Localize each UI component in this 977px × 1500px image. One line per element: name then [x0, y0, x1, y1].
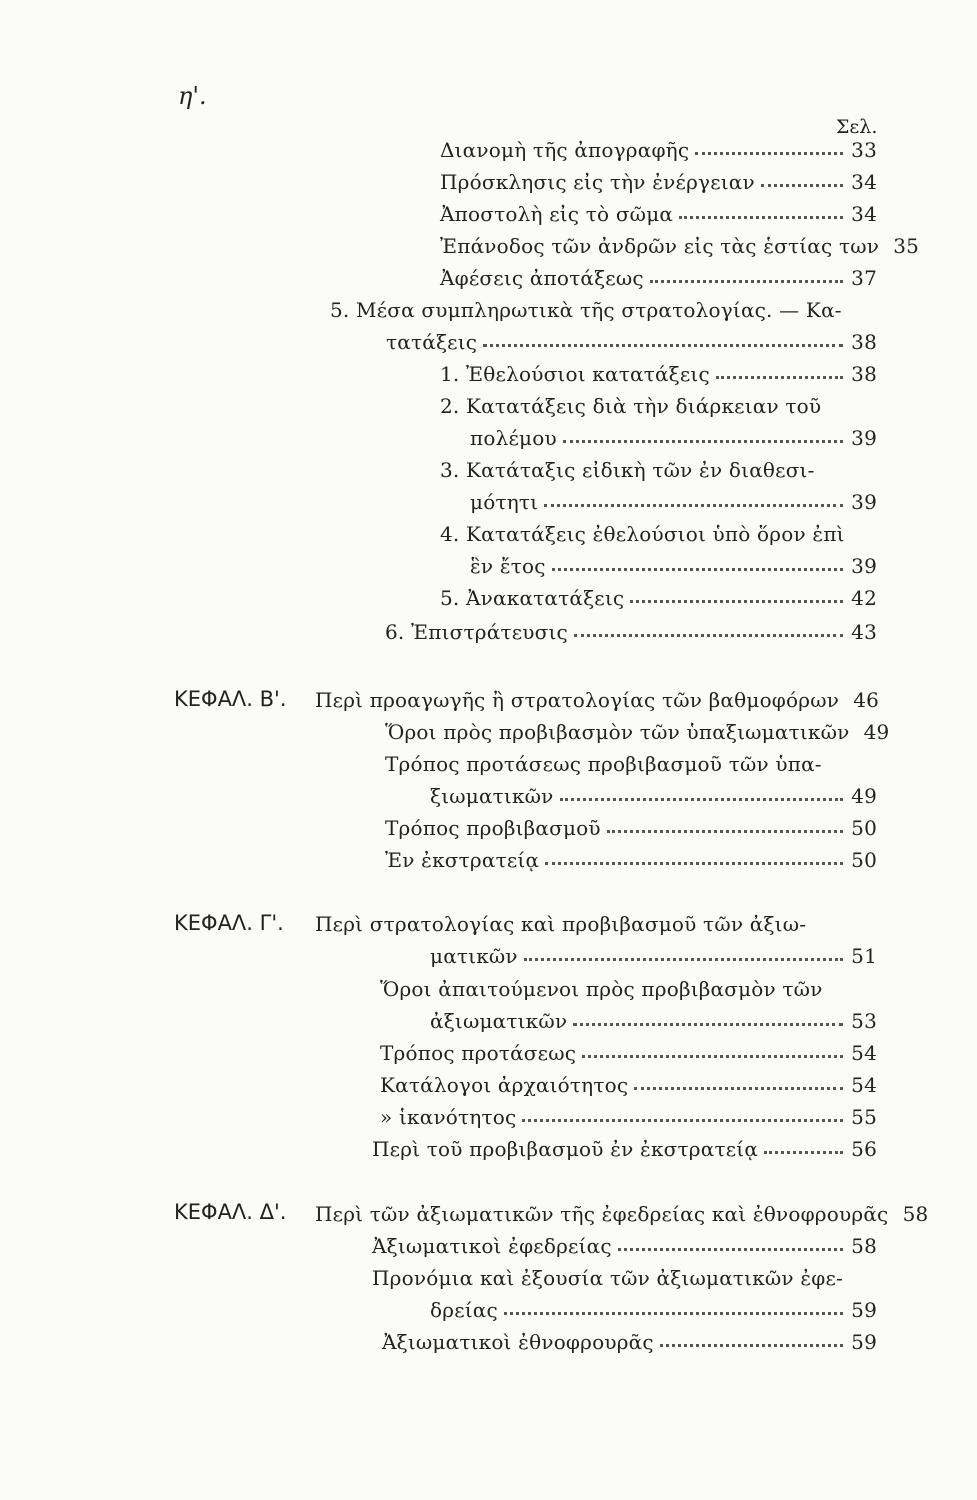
toc-entry [372, 1258, 843, 1290]
toc-entry [315, 680, 880, 712]
toc-entry-title: Ἀξιωματικοὶ ἐθνοφρουρᾶς [382, 1330, 654, 1354]
toc-entry-page: 39 [851, 490, 877, 514]
toc-entry [380, 1065, 877, 1097]
toc-entry [382, 1322, 877, 1354]
toc-entry-title: Πρόσκλησις εἰς τὴν ἐνέργειαν [440, 170, 755, 194]
dot-leader [522, 1119, 843, 1122]
dot-leader [563, 440, 843, 443]
dot-leader [545, 862, 843, 865]
toc-entry-title: Ἀποστολὴ εἰς τὸ σῶμα [440, 202, 674, 226]
toc-entry-title: τατάξεις [386, 330, 478, 354]
toc-entry-page: 49 [851, 784, 877, 808]
toc-entry [385, 744, 822, 776]
toc-entry-title: ἓν ἔτος [470, 554, 546, 578]
toc-entry-page: 43 [851, 620, 877, 644]
toc-entry [470, 482, 877, 514]
toc-entry-title: Ἐν ἐκστρατείᾳ [385, 848, 540, 872]
toc-entry-page: 46 [853, 688, 880, 712]
dot-leader [650, 280, 843, 283]
dot-leader [764, 1151, 843, 1154]
dot-leader [634, 1087, 843, 1090]
toc-entry-page: 50 [851, 848, 877, 872]
toc-entry-title: 5. Μέσα συμπληρωτικὰ τῆς στρατολογίας. — Κα- [330, 298, 842, 322]
toc-entry-title: Διανομὴ τῆς ἀπογραφῆς [440, 138, 690, 162]
toc-entry-title: Κατάλογοι ἀρχαιότητος [380, 1073, 629, 1097]
toc-entry [440, 450, 815, 482]
toc-entry-page: 42 [851, 586, 877, 610]
toc-entry-title: Προνόμια καὶ ἐξουσία τῶν ἀξιωματικῶν ἐφε- [372, 1266, 844, 1290]
dot-leader [582, 1055, 843, 1058]
toc-entry-title: Ὅροι ἀπαιτούμενοι πρὸς προβιβασμὸν τῶν [380, 977, 823, 1001]
chapter-d-label: ΚΕΦΑΛ. Δ'. [174, 1200, 287, 1224]
toc-entry [380, 1033, 877, 1065]
toc-entry [470, 418, 877, 450]
dot-leader [679, 216, 843, 219]
toc-entry-page: 35 [893, 234, 920, 258]
toc-entry-page: 53 [851, 1009, 877, 1033]
toc-entry-title: Περὶ προαγωγῆς ἢ στρατολογίας τῶν βαθμοφόρων [315, 688, 840, 712]
toc-entry [440, 578, 877, 610]
toc-entry [440, 258, 877, 290]
toc-entry [372, 1226, 877, 1258]
toc-entry-page: 58 [851, 1234, 877, 1258]
dot-leader [552, 568, 843, 571]
toc-entry-page: 54 [851, 1073, 877, 1097]
toc-entry [440, 226, 920, 258]
toc-entry [430, 1290, 877, 1322]
dot-leader [695, 152, 843, 155]
toc-entry [430, 1001, 877, 1033]
toc-entry-page: 56 [851, 1137, 877, 1161]
toc-entry [330, 290, 842, 322]
toc-entry [440, 514, 845, 546]
toc-entry-title: Τρόπος προβιβασμοῦ [385, 816, 601, 840]
toc-entry-title: ξιωματικῶν [430, 784, 554, 808]
toc-entry-page: 54 [851, 1041, 877, 1065]
toc-entry-title: ματικῶν [430, 944, 518, 968]
chapter-b-label: ΚΕΦΑΛ. Β'. [174, 687, 287, 711]
toc-entry-title: μότητι [470, 490, 539, 514]
toc-entry-page: 34 [851, 202, 877, 226]
toc-entry [440, 162, 877, 194]
toc-entry-page: 58 [902, 1202, 929, 1226]
toc-entry-title: Περὶ τῶν ἀξιωματικῶν τῆς ἐφεδρείας καὶ ἐθνοφρουρᾶς [315, 1202, 889, 1226]
toc-entry [385, 712, 890, 744]
toc-entry-title: 5. Ἀνακατατάξεις [440, 586, 625, 610]
dot-leader [524, 958, 843, 961]
dot-leader [630, 600, 843, 603]
dot-leader [618, 1248, 843, 1251]
toc-entry [440, 130, 877, 162]
toc-entry [430, 776, 877, 808]
toc-entry-page: 51 [851, 944, 877, 968]
toc-entry [380, 1097, 877, 1129]
toc-entry [385, 612, 877, 644]
toc-entry [386, 322, 877, 354]
dot-leader [504, 1312, 843, 1315]
toc-entry-page: 49 [863, 720, 890, 744]
toc-entry [440, 386, 821, 418]
toc-entry-title: Ὅροι πρὸς προβιβασμὸν τῶν ὑπαξιωματικῶν [385, 720, 850, 744]
toc-entry-page: 39 [851, 426, 877, 450]
toc-entry [430, 936, 877, 968]
toc-entry-title: Τρόπος προτάσεως προβιβασμοῦ τῶν ὑπα- [385, 752, 822, 776]
toc-entry-title: Περὶ τοῦ προβιβασμοῦ ἐν ἐκστρατείᾳ [372, 1137, 759, 1161]
toc-entry-title: Ἀφέσεις ἀποτάξεως [440, 266, 644, 290]
toc-entry-page: 59 [851, 1298, 877, 1322]
toc-entry [315, 904, 806, 936]
toc-entry [372, 1129, 877, 1161]
page-column-label: Σελ. [836, 116, 878, 138]
toc-entry-page: 33 [851, 138, 877, 162]
toc-entry-page: 38 [851, 362, 877, 386]
toc-entry [380, 969, 823, 1001]
dot-leader [544, 504, 843, 507]
toc-entry-title: ἀξιωματικῶν [430, 1009, 568, 1033]
toc-entry [385, 808, 877, 840]
page-number-mark: η'. [178, 82, 207, 110]
dot-leader [660, 1344, 843, 1347]
toc-entry [440, 194, 877, 226]
dot-leader [716, 376, 843, 379]
toc-entry [440, 354, 877, 386]
toc-entry-title: Ἐπάνοδος τῶν ἀνδρῶν εἰς τὰς ἑστίας των [440, 234, 880, 258]
toc-entry-title: 3. Κατάταξις εἰδικὴ τῶν ἐν διαθεσι- [440, 458, 815, 482]
toc-entry-page: 59 [851, 1330, 877, 1354]
toc-entry-title: Περὶ στρατολογίας καὶ προβιβασμοῦ τῶν ἀξιω- [315, 912, 807, 936]
dot-leader [573, 1023, 843, 1026]
toc-entry-page: 34 [851, 170, 877, 194]
toc-entry-title: δρείας [430, 1298, 498, 1322]
toc-entry-title: Ἀξιωματικοὶ ἐφεδρείας [372, 1234, 612, 1258]
toc-entry-page: 38 [851, 330, 877, 354]
toc-entry-page: 50 [851, 816, 877, 840]
toc-entry-title: » ἱκανότητος [380, 1105, 517, 1129]
toc-entry-title: Τρόπος προτάσεως [380, 1041, 577, 1065]
dot-leader [560, 798, 843, 801]
dot-leader [761, 184, 843, 187]
toc-entry [385, 840, 877, 872]
toc-entry-title: 2. Κατατάξεις διὰ τὴν διάρκειαν τοῦ [440, 394, 822, 418]
toc-entry-page: 37 [851, 266, 877, 290]
toc-entry-page: 55 [851, 1105, 877, 1129]
toc-entry-title: 6. Ἐπιστράτευσις [385, 620, 568, 644]
toc-entry-title: πολέμου [470, 426, 557, 450]
dot-leader [574, 634, 843, 637]
toc-entry-title: 1. Ἐθελούσιοι κατατάξεις [440, 362, 710, 386]
toc-entry [315, 1194, 929, 1226]
toc-entry-title: 4. Κατατάξεις ἐθελούσιοι ὑπὸ ὅρον ἐπὶ [440, 522, 845, 546]
toc-entry-page: 39 [851, 554, 877, 578]
dot-leader [483, 344, 843, 347]
dot-leader [607, 830, 843, 833]
toc-entry [470, 546, 877, 578]
chapter-c-label: ΚΕΦΑΛ. Γ'. [174, 911, 284, 935]
